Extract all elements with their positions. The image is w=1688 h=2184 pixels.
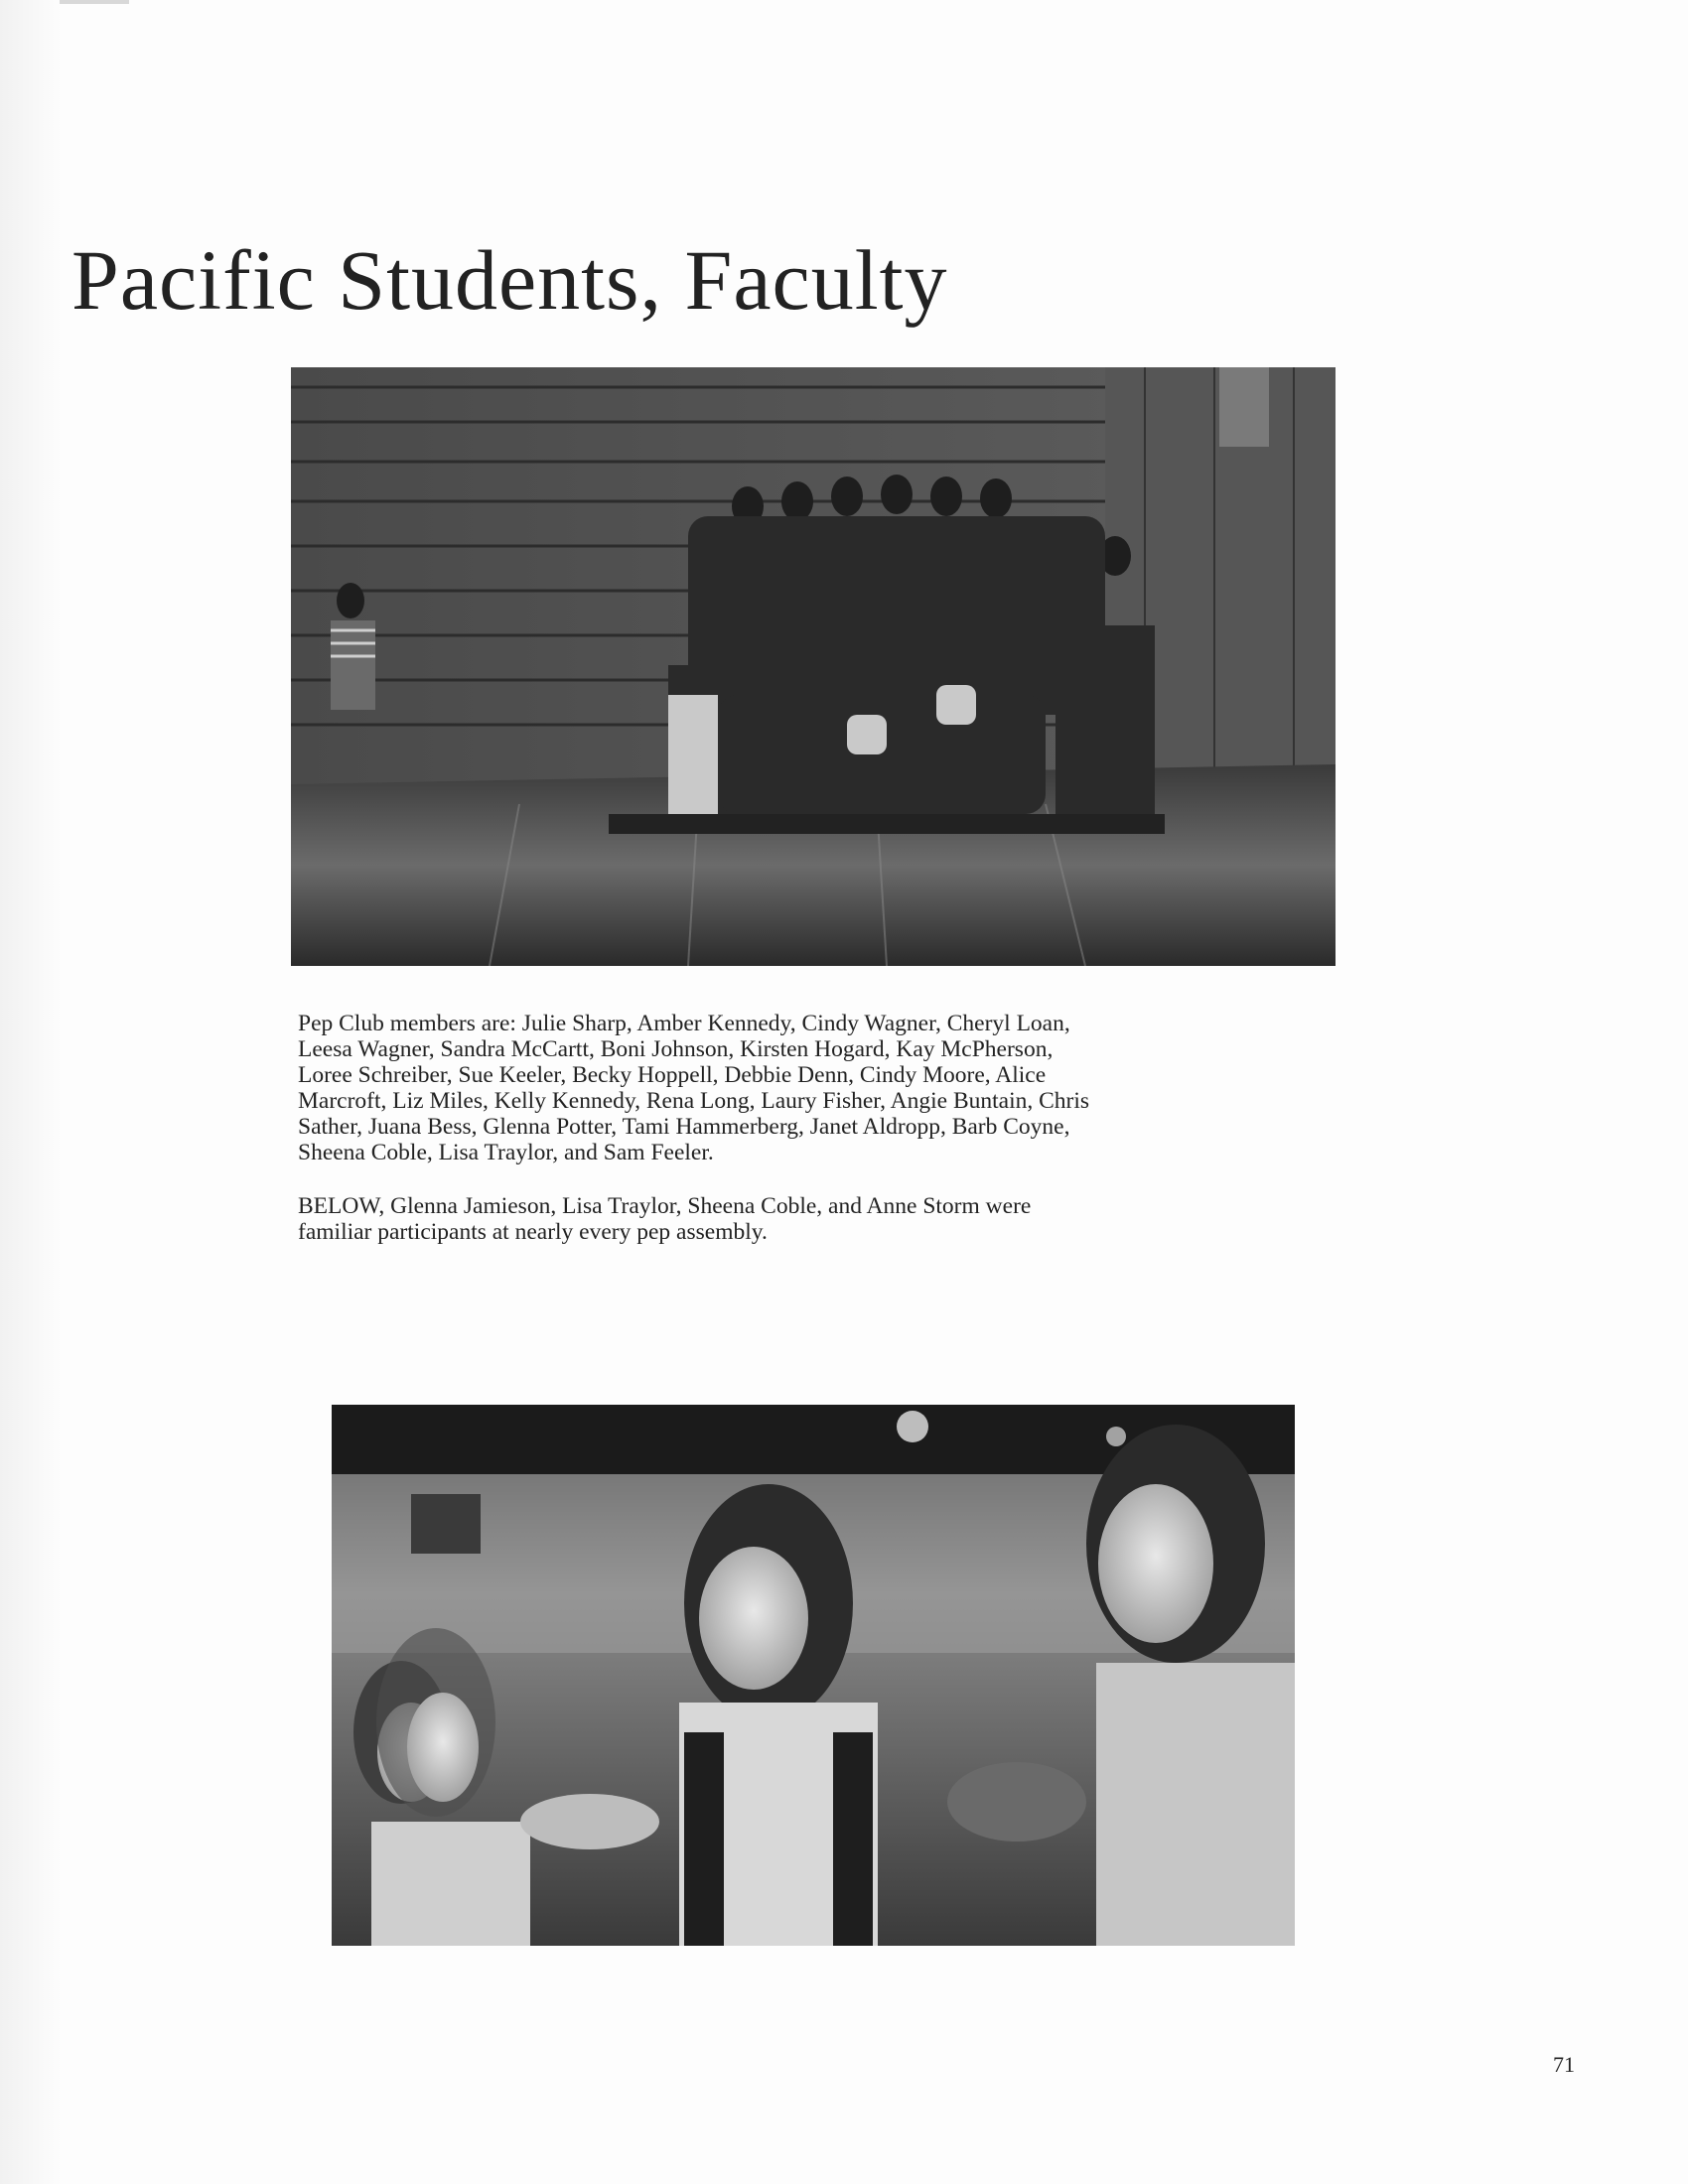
below-caption [298, 1193, 1331, 1245]
caption-line: Leesa Wagner, Sandra McCartt, Boni Johnson, Kirsten Hogard, Kay McPherson, [298, 1036, 1054, 1062]
pep-club-group-photo [291, 367, 1336, 966]
pep-assembly-photo [332, 1405, 1295, 1946]
page-number: 71 [1553, 2052, 1575, 2077]
pep-club-caption [298, 1011, 1331, 1165]
caption-line: Pep Club members are: Julie Sharp, Amber Kennedy, Cindy Wagner, Cheryl Loan, [298, 1011, 1070, 1036]
caption-line: Marcroft, Liz Miles, Kelly Kennedy, Rena Long, Laury Fisher, Angie Buntain, Chris [298, 1088, 1090, 1114]
caption-line: familiar participants at nearly every pep assembly. [298, 1219, 768, 1245]
page-title: Pacific Students, Faculty [71, 232, 948, 328]
caption-line: Sather, Juana Bess, Glenna Potter, Tami Hammerberg, Janet Aldropp, Barb Coyne, [298, 1114, 1070, 1140]
caption-line: Sheena Coble, Lisa Traylor, and Sam Feeler. [298, 1140, 714, 1165]
scan-mark [60, 0, 129, 4]
caption-line: BELOW, Glenna Jamieson, Lisa Traylor, Sheena Coble, and Anne Storm were [298, 1193, 1032, 1219]
scan-edge-shadow [0, 0, 62, 2184]
caption-line: Loree Schreiber, Sue Keeler, Becky Hoppell, Debbie Denn, Cindy Moore, Alice [298, 1062, 1047, 1088]
